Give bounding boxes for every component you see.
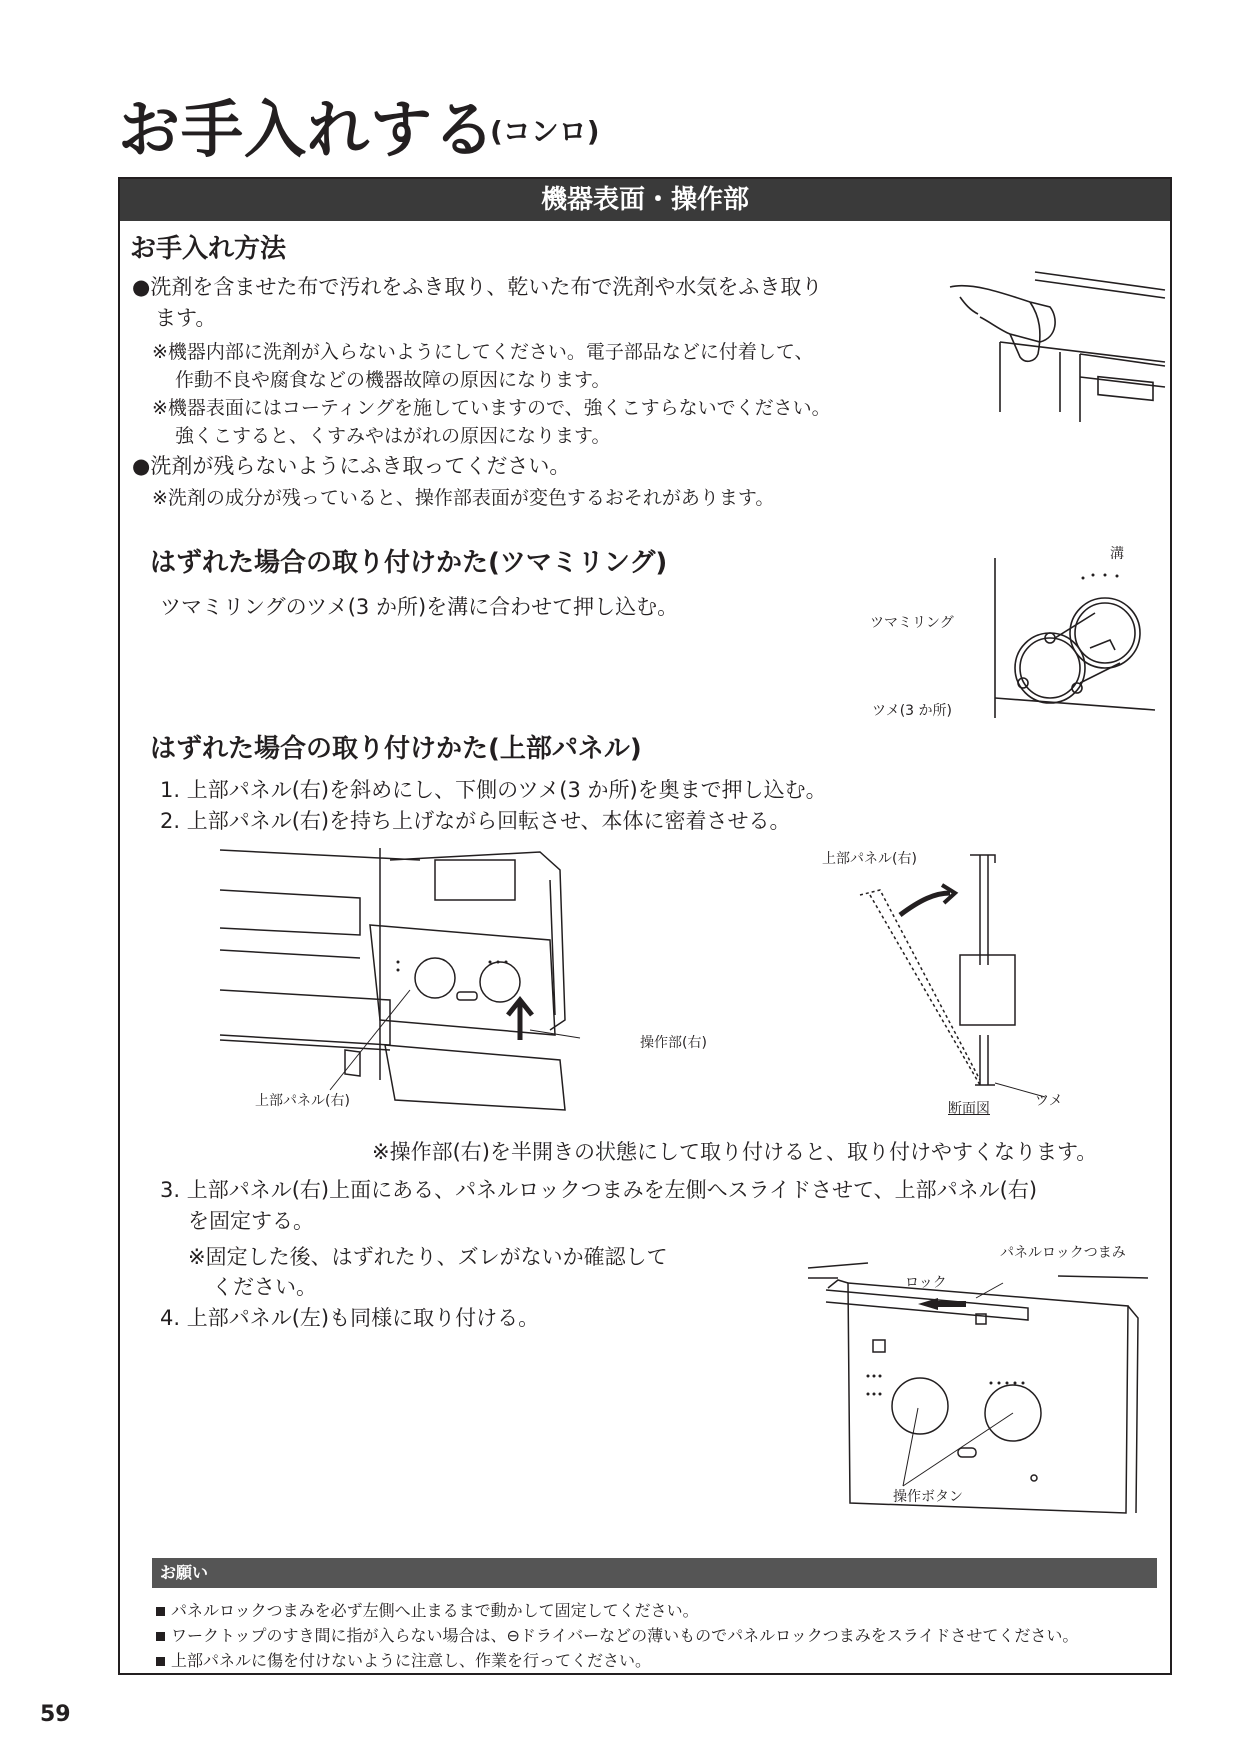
- label-cross-section: 断面図: [948, 1101, 990, 1117]
- label-knob-ring: ツマミリング: [870, 615, 954, 631]
- panel-lock-illustration: [808, 1258, 1153, 1518]
- care-heading: お手入れ方法: [130, 234, 287, 264]
- label-panel-lock-knob: パネルロックつまみ: [1000, 1245, 1126, 1261]
- request-item: 上部パネルに傷を付けないように注意し、作業を行ってください。: [156, 1648, 651, 1673]
- bullet-square-icon: [156, 1657, 165, 1666]
- request-item: パネルロックつまみを必ず左側へ止まるまで動かして固定してください。: [156, 1598, 699, 1623]
- panel-step-4: 4. 上部パネル(左)も同様に取り付ける。: [160, 1306, 540, 1330]
- care-note-2-line-2: 強くこすると、くすみやはがれの原因になります。: [175, 425, 611, 447]
- bullet-square-icon: [156, 1607, 165, 1616]
- wiping-illustration: [940, 262, 1165, 422]
- label-upper-panel-right-section: 上部パネル(右): [822, 851, 917, 867]
- knob-ring-illustration: [995, 558, 1155, 718]
- panel-heading: はずれた場合の取り付けかた(上部パネル): [150, 734, 642, 764]
- label-claw: ツメ: [1035, 1093, 1063, 1109]
- bullet-square-icon: [156, 1632, 165, 1641]
- care-bullet-1-line-2: ます。: [155, 306, 217, 330]
- panel-step-3-note-line-1: ※固定した後、はずれたり、ズレがないか確認して: [188, 1245, 668, 1269]
- care-bullet-1-line-1: ●洗剤を含ませた布で汚れをふき取り、乾いた布で洗剤や水気をふき取り: [132, 275, 823, 299]
- panel-step-3-line-1: 3. 上部パネル(右)上面にある、パネルロックつまみを左側へスライドさせて、上部パネル(右): [160, 1178, 1038, 1202]
- label-operation-button: 操作ボタン: [893, 1489, 963, 1505]
- care-note-3: ※洗剤の成分が残っていると、操作部表面が変色するおそれがあります。: [152, 487, 775, 509]
- panel-step-1: 1. 上部パネル(右)を斜めにし、下側のツメ(3 か所)を奥まで押し込む。: [160, 778, 827, 802]
- label-lock: ロック: [905, 1275, 947, 1291]
- page-subtitle: (コンロ): [490, 115, 600, 148]
- section-title-bar: 機器表面・操作部: [120, 179, 1170, 221]
- request-bar: お願い: [152, 1558, 1157, 1588]
- panel-step-3-note-line-2: ください。: [212, 1275, 317, 1299]
- request-item: ワークトップのすき間に指が入らない場合は、⊖ドライバーなどの薄いものでパネルロックつまみをスライドさせてください。: [156, 1623, 1078, 1648]
- label-upper-panel-right: 上部パネル(右): [255, 1093, 350, 1109]
- care-note-1-line-2: 作動不良や腐食などの機器故障の原因になります。: [175, 369, 611, 391]
- label-ring-claws: ツメ(3 か所): [872, 703, 953, 719]
- panel-half-open-note: ※操作部(右)を半開きの状態にして取り付けると、取り付けやすくなります。: [372, 1140, 1098, 1164]
- panel-step-2: 2. 上部パネル(右)を持ち上げながら回転させ、本体に密着させる。: [160, 809, 791, 833]
- care-note-1-line-1: ※機器内部に洗剤が入らないようにしてください。電子部品などに付着して、: [152, 341, 814, 363]
- ring-instruction: ツマミリングのツメ(3 か所)を溝に合わせて押し込む。: [160, 595, 679, 619]
- cross-section-illustration: [840, 845, 1040, 1105]
- panel-install-illustration: [220, 840, 640, 1120]
- panel-step-3-line-2: を固定する。: [188, 1209, 314, 1233]
- label-ops-right: 操作部(右): [640, 1035, 707, 1051]
- ring-heading: はずれた場合の取り付けかた(ツマミリング): [150, 548, 668, 578]
- page-title: お手入れする: [118, 93, 497, 166]
- care-bullet-2: ●洗剤が残らないようにふき取ってください。: [132, 454, 571, 478]
- page-number: 59: [40, 1702, 71, 1727]
- care-note-2-line-1: ※機器表面にはコーティングを施していますので、強くこすらないでください。: [152, 397, 831, 419]
- label-groove: 溝: [1110, 546, 1124, 562]
